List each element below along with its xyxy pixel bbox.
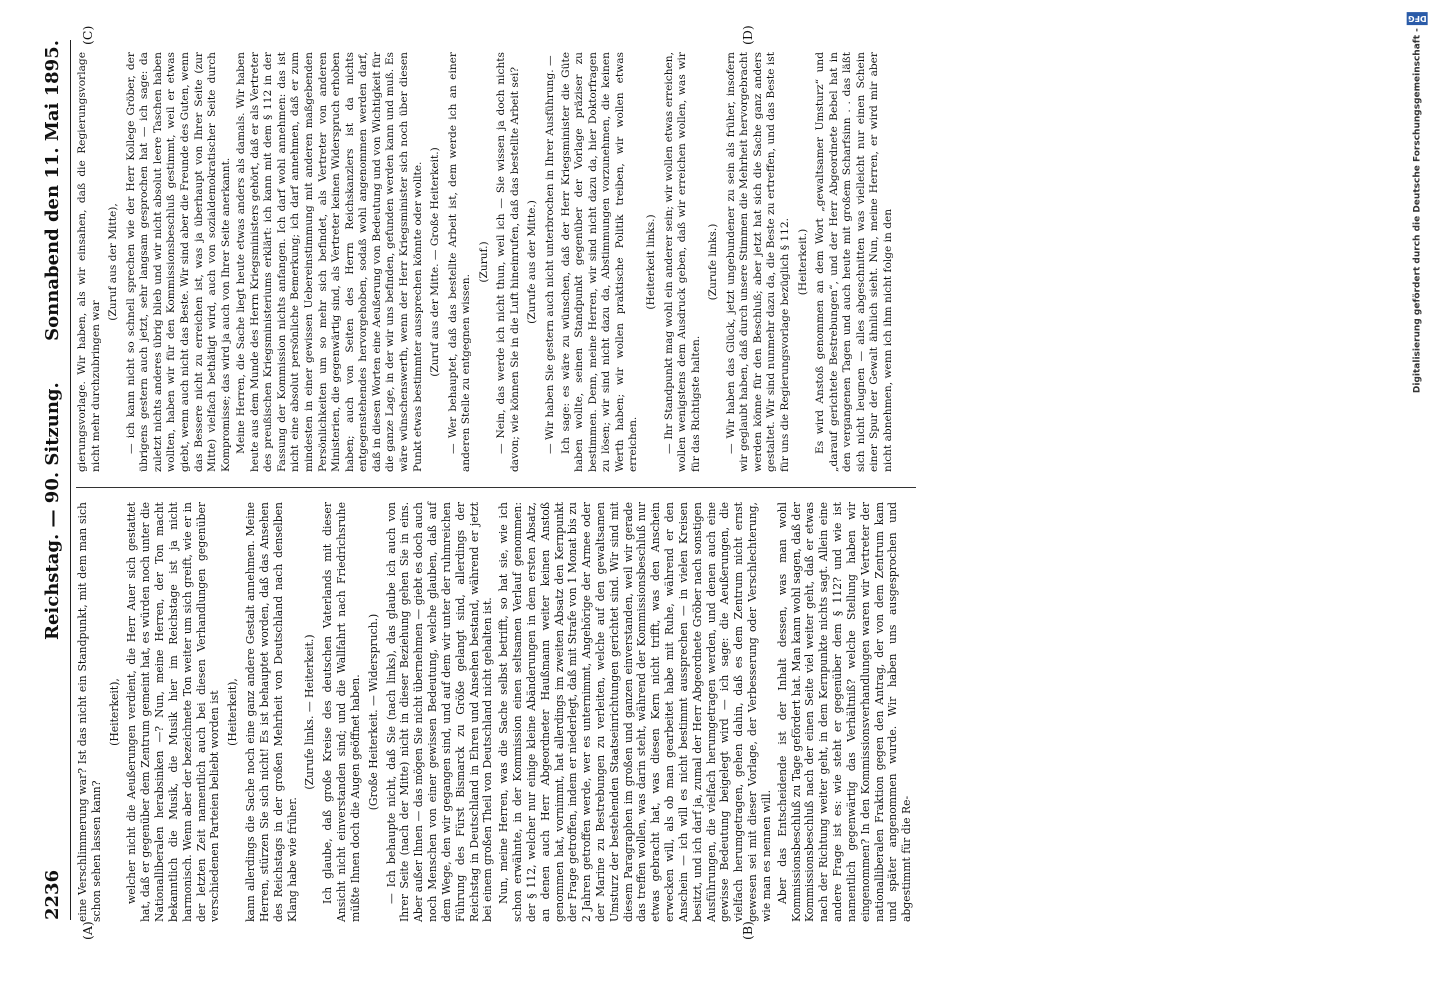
session-date: Sonnabend den 11. Mai 1895. [42, 40, 63, 341]
paragraph: welcher nicht die Aeußerungen verdient, die Herr Auer sich gestattet hat, daß er gegenüber dem Zentrum gemeint hat, es würden noch unter die Nationalliberalen herabsinken —? Nun, meine Herren, der Ton macht bekanntlich die Musik, die Musik hier im Reichstage ist ja nicht harmonisch. Wenn aber der bezeichnete Ton weiter um sich greift, wie er in der letzten Zeit namentlich auch bei diesen Verhandlungen gegenüber verschiedenen Parteien beliebt worden ist [125, 502, 222, 922]
margin-marker-d: (D) [740, 25, 755, 45]
paragraph: — Ihr Standpunkt mag wohl ein anderer sein; wir wollen etwas erreichen, wollen wenigstens dem Ausdruck geben, daß wir erreichen wollen, was wir für das Richtigste halten. [662, 52, 702, 472]
paragraph: eine Verschlimmerung war? Ist das nicht ein Standpunkt, mit dem man sich schon sehen lassen kann? [76, 502, 103, 922]
interjection: (Zurufe aus der Mitte.) [526, 200, 539, 324]
paragraph: Ich glaube, daß große Kreise des deutschen Vaterlands mit dieser Ansicht nicht einverstanden sind; und die Wallfahrt nach Friedrichsruhe müßte Ihnen doch die Augen geöffnet haben. [321, 502, 362, 922]
paragraph: Nun, meine Herren, was die Sache selbst betrifft, so hat sie, wie ich schon erwähnte, in der Kommission einen seltsamen Verlauf genommen: der § 112, welcher nur einige kleine Abänderungen in dem ersten Absatz, an denen auch Herr Abgeordneter Haußmann weiter keinen Anstoß genommen hat, vornimmt, hat allerdings im zweiten Absatz den Kernpunkt der Frage getroffen, indem er niederlegt, daß mit Strafe von 1 Monat bis zu 2 Jahren getroffen werde, wer es unternimmt, Angehörige der Armee oder der Marine zu Bestrebungen zu verleiten, welche auf den gewaltsamen Umsturz der bestehenden Staatseinrichtungen gerichtet sind. Wir sind mit diesem Paragraphen im großen und ganzen einverstanden, weil wir gerade das treffen wollen, was darin steht, während der Kommissionsbeschluß nur etwas gebracht hat, was diesen Kern nicht trifft, was den Anschein erwecken will, als ob man gearbeitet habe mit Ruhe, während er den Anschein — ich will es nicht bestimmt aussprechen — in vielen Kreisen besitzt, und ich darf ja, zumal der Herr Abgeordnete Gröber nach sonstigen Ausführungen, die vielfach herumgetragen werden, und denen auch eine gewisse Bedeutung beigelegt wird — ich sage: die Aeußerungen, die vielfach herumgetragen, gehen dahin, daß es dem Zentrum nicht ernst gewesen sei mit dieser Vorlage, der Verbesserung oder Verschlechterung, wie man es nennen will. [497, 502, 773, 922]
paragraph: — ich kann nicht so schnell sprechen wie der Herr Kollege Gröber, der übrigens gestern auch jetzt, sehr langsam gesprochen hat — ich sage: da zuletzt nichts anderes übrig blieb und wir nicht absolut leere Taschen haben wollten, haben wir für den Kommissionsbeschluß gestimmt, weil er etwas giebt, wenn auch nicht das Beste. Wir sind aber die Freunde des Guten, wenn das Bessere nicht zu erreichen ist, was ja überhaupt von Ihrer Seite (zur Mitte) vielfach bethätigt wird, auch von sozialdemokratischer Seite durch Kompromisse; das wird ja auch von Ihrer Seite anerkannt. [124, 52, 232, 472]
paragraph: Meine Herren, die Sache liegt heute etwas anders als damals. Wir haben heute aus dem Munde des Herrn Kriegsministers gehört, daß er als Vertreter des preußischen Kriegsministeriums erklärt: ich kann mit dem § 112 in der Fassung der Kommission nichts anfangen. Ich darf wohl annehmen: das ist nicht eine absolut persönliche Bemerkung; ich darf annehmen, daß er zum mindesten in einer gewissen Uebereinstimmung mit anderen maßgebenden Persönlichkeiten um so mehr sich befindet, als Vertreter von anderen Ministerien, die gegenwärtig sind, als Vertreter keinen Widerspruch erhoben haben; auch von Seiten des Herrn Reichskanzlers ist da nichts entgegenstehendes hervorgehoben, sodaß wohl angenommen werden darf, daß in diesen Worten eine Aeußerung von Bedeutung und von Wichtigkeit für die ganze Lage, in der wir uns befinden, gefunden werden kann und muß. Es wäre wünschenswerth, wenn der Herr Kriegsminister sich noch über diesen Punkt etwas bestimmter aussprechen könnte oder wollte. [235, 52, 424, 472]
interjection: (Heiterkeit), [107, 678, 121, 746]
interjection: (Zurufe links.) [707, 223, 720, 301]
left-column [76, 487, 916, 922]
paragraph: kann allerdings die Sache noch eine ganz andere Gestalt annehmen. Meine Herren, stürzen Sie sich nicht! Es ist behauptet worden, daß das Ansehen des Reichstags in der großen Mehrheit von Deutschland nach denselben Klang habe wie früher. [244, 502, 299, 922]
interjection: (Heiterkeit), [226, 678, 240, 746]
running-header [36, 40, 71, 920]
interjection: (Große Heiterkeit. — Widerspruch.) [366, 613, 380, 811]
paragraph: — Wir haben Sie gestern auch nicht unterbrochen in Ihrer Ausführung. — [544, 55, 556, 454]
paragraph: Es wird Anstoß genommen an dem Wort „gewaltsamer Umsturz“ und „darauf gerichtete Bestrebungen“, und der Herr Abgeordnete Bebel hat in den vergangenen Tagen und auch heute mit großem Scharfsinn . . das läßt sich nicht leugnen — alles abgeschnitten was vielleicht nur einen Schein einer Spur der Gewalt ähnlich sieht. Nun, meine Herren, er wird mir aber nicht abnehmen, wenn ich ihm nicht folge in den [814, 52, 894, 472]
interjection: (Zuruf aus der Mitte), [107, 203, 120, 321]
digitization-credit [1408, 12, 1428, 992]
paragraph: Aber das Entscheidende ist der Inhalt dessen, was man wohl Kommissionsbeschluß zu Tage gefördert hat. Man kann wohl sagen, daß der Kommissionsbeschluß nach der einen Seite viel weiter geht, daß er etwas nach der Richtung weiter geht, in dem Kernpunkte nichts sagt. Allein eine andere Frage ist es: wie steht er gegenüber dem § 112? und wie ist namentlich gegenwärtig das Verhältniß? welche Stellung haben wir eingenommen? In den Kommissionsverhandlungen waren wir Vertreter der nationalliberalen Fraktion gegen den Antrag, der von dem Zentrum kam und später angenommen wurde. Wir haben uns ausgesprochen und abgestimmt für die Re- [775, 502, 914, 922]
paragraph: — Wer behauptet, daß das bestellte Arbeit ist, dem werde ich an einer anderen Stelle zu entgegnen wissen. [446, 52, 473, 472]
paragraph: Ich sage: es wäre zu wünschen, daß der Herr Kriegsminister die Güte haben wollte, seinen Standpunkt gegenüber der Vorlage präziser zu bestimmen. Denn, meine Herren, wir sind nicht dazu da, hier Doktorfragen zu lösen; wir sind nicht dazu da, Abstimmungen vorzunehmen, die keinen Werth haben; wir wollen praktische Politik treiben, wir wollen etwas erreichen. [559, 52, 640, 472]
margin-marker-a: (A) [80, 921, 95, 940]
margin-marker-b: (B) [740, 921, 755, 940]
session-title: Reichstag. — 90. Sitzung. [42, 382, 63, 640]
paragraph: — Ich behaupte nicht, daß Sie (nach links), das glaube ich auch von Ihrer Seite (nach der Mitte) nicht in dieser Beziehung gehen Sie in eins. Aber außer Ihnen — das mögen Sie nicht übernehmen — giebt es doch auch noch Menschen von einer gewissen Bedeutung, welche glauben, daß auf dem Wege, den wir gegangen sind, und auf dem wir unter der ruhmreichen Führung des Fürst Bismarck zu Größe gelangt sind, allerdings der Reichstag in Deutschland in Ehren und Ansehen bestand, während er jetzt bei einem großen Theil von Deutschland nicht gehalten ist. [384, 502, 495, 922]
interjection: (Heiterkeit.) [796, 228, 809, 296]
paragraph: gierungsvorlage. Wir haben, als wir einsahen, daß die Regierungsvorlage nicht mehr durchzubringen war [76, 52, 102, 472]
right-column [76, 52, 898, 472]
interjection: (Zuruf aus der Mitte. — Große Heiterkeit.) [429, 147, 442, 377]
paragraph: — Wir haben das Glück, jetzt ungebundener zu sein als früher, insofern wir geglaubt haben, daß durch unsere Stimmen die Mehrheit hervorgebracht werden könne für den Beschluß; aber jetzt hat sich die Sache ganz anders gestaltet. Wir sind nunmehr dazu da, die Beste zu ertreffen, und das Beste ist für uns die Regierungsvorlage bezüglich § 112. [724, 52, 791, 472]
dfg-logo: DFG [1408, 14, 1427, 23]
page-number: 2236 [42, 869, 63, 920]
credit-text: Digitalisierung gefördert durch die Deutsche Forschungsgemeinschaft - [1412, 28, 1423, 394]
interjection: (Zuruf.) [477, 241, 490, 283]
interjection: (Zurufe links. — Heiterkeit.) [303, 634, 317, 790]
margin-marker-c: (C) [80, 25, 95, 45]
paragraph: — Nein, das werde ich nicht thun, weil ich — Sie wissen ja doch nichts davon; wie können Sie in die Luft hineinrufen, daß das bestellte Arbeit sei? [495, 52, 521, 472]
interjection: (Heiterkeit links.) [644, 214, 657, 310]
